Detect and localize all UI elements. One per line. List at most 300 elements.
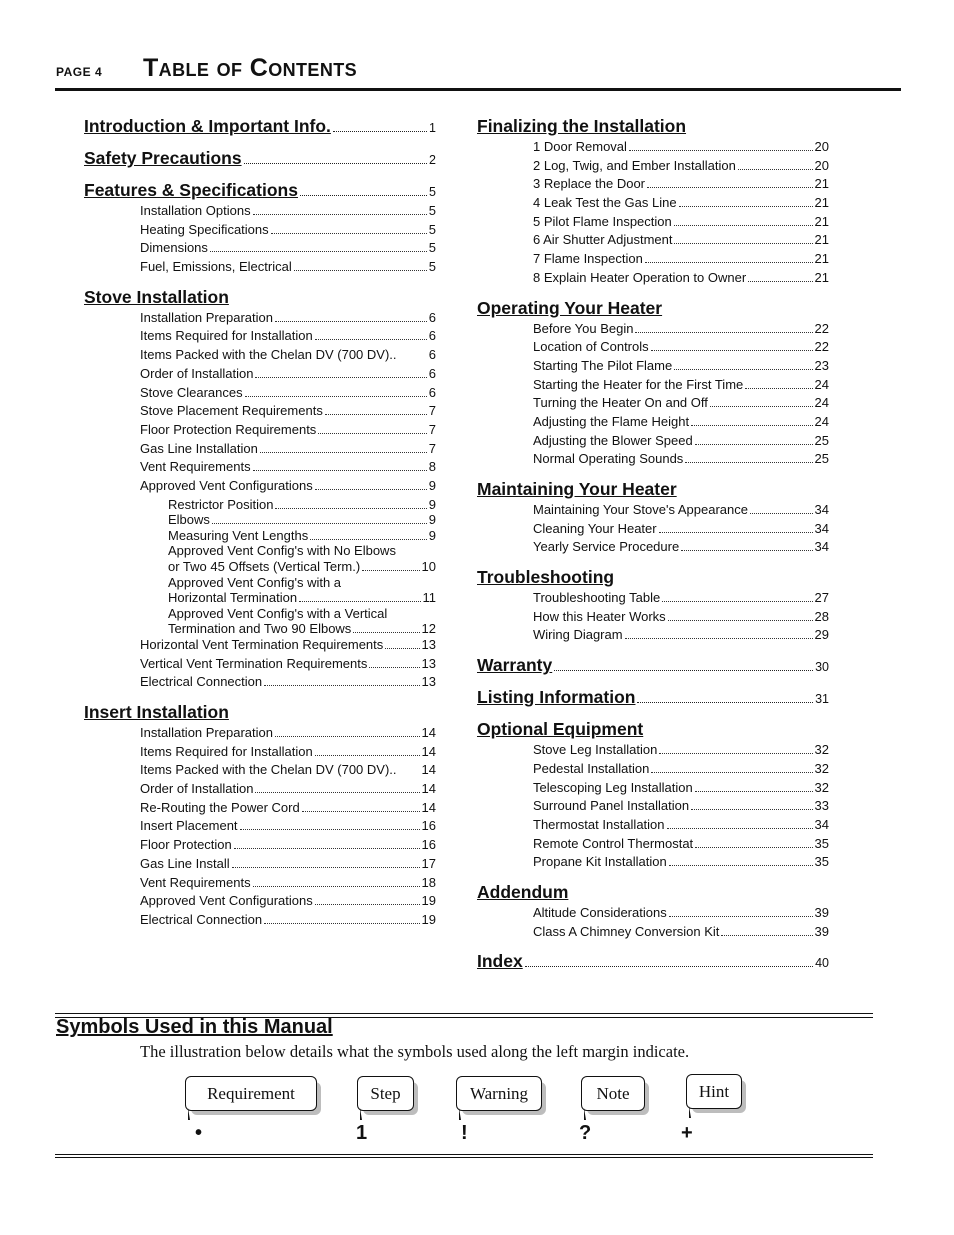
toc-page-number: 13 — [421, 655, 436, 671]
toc-page-number: 30 — [815, 660, 829, 675]
toc-entry[interactable] — [477, 742, 829, 761]
toc-section-title[interactable]: Maintaining Your Heater — [477, 479, 677, 499]
symbol-label: Note — [581, 1076, 645, 1111]
bubble-tail — [459, 1108, 471, 1120]
toc-entry-label: Approved Vent Configurations — [140, 477, 313, 493]
symbol-bubble — [686, 1074, 748, 1123]
dot-leader — [637, 702, 813, 703]
dot-leader — [325, 414, 427, 415]
divider — [55, 1157, 873, 1158]
bubble-tail — [689, 1106, 701, 1118]
toc-entry-label: 8 Explain Heater Operation to Owner — [533, 269, 747, 285]
toc-entry[interactable] — [477, 433, 829, 452]
divider — [55, 1154, 873, 1155]
dot-leader — [315, 904, 420, 905]
toc-section-heading[interactable] — [477, 719, 829, 742]
toc-entry-label: Items Packed with the Chelan DV (700 DV).. — [140, 762, 397, 778]
toc-entry-label: Items Required for Installation — [140, 743, 313, 759]
dot-leader — [369, 667, 419, 668]
toc-page-number: 13 — [421, 674, 436, 690]
toc-entry[interactable] — [84, 575, 436, 591]
toc-entry[interactable] — [84, 856, 436, 875]
toc-entry[interactable] — [84, 606, 436, 622]
toc-page-number: 5 — [429, 185, 436, 199]
toc-entry-label: Re-Routing the Power Cord — [140, 799, 300, 815]
dot-leader — [362, 570, 419, 571]
toc-entry[interactable] — [477, 414, 829, 433]
toc-page-number: 8 — [428, 459, 436, 475]
dot-leader — [668, 620, 813, 621]
dot-leader — [629, 150, 813, 151]
symbol-marker: ? — [579, 1122, 592, 1144]
toc-entry-label: Approved Vent Config's with No Elbows — [168, 543, 396, 559]
dot-leader — [264, 685, 419, 686]
toc-page-number: 11 — [422, 590, 436, 606]
toc-entry-label: Measuring Vent Lengths — [168, 527, 309, 543]
toc-entry-label: Floor Protection Requirements — [140, 421, 317, 437]
dot-leader — [353, 632, 419, 633]
toc-section — [477, 655, 829, 678]
dot-leader — [695, 791, 813, 792]
toc-section-title[interactable]: Introduction & Important Info. — [84, 116, 331, 136]
toc-page-number: 9 — [428, 512, 436, 528]
page-title: Table of Contents — [143, 54, 358, 82]
toc-entry-label: Troubleshooting Table — [533, 590, 661, 606]
toc-entry[interactable] — [477, 321, 829, 340]
toc-entry[interactable] — [477, 270, 829, 289]
toc-entry-label: Stove Clearances — [140, 384, 243, 400]
bubble-tail — [584, 1108, 596, 1120]
toc-page-number: 27 — [814, 590, 829, 606]
dot-leader — [695, 444, 813, 445]
dot-leader — [685, 462, 812, 463]
toc-page-number: 14 — [421, 743, 436, 759]
toc-section-title[interactable]: Warranty — [477, 655, 553, 676]
toc-section-heading[interactable] — [84, 116, 436, 139]
toc-page-number: 7 — [428, 421, 436, 437]
toc-page-number: 6 — [428, 328, 436, 344]
toc-entry[interactable] — [477, 176, 829, 195]
symbol-bubble — [456, 1076, 548, 1125]
toc-page-number: 7 — [428, 403, 436, 419]
symbols-title: Symbols Used in this Manual — [56, 1016, 333, 1038]
dot-leader — [738, 169, 813, 170]
toc-entry-label: Gas Line Install — [140, 855, 230, 871]
toc-entry[interactable] — [84, 762, 436, 781]
toc-entry[interactable] — [84, 528, 436, 544]
toc-entry[interactable] — [84, 559, 436, 575]
toc-page-number: 12 — [421, 621, 436, 637]
toc-entry[interactable] — [84, 203, 436, 222]
toc-page-number: 9 — [428, 477, 436, 493]
toc-entry[interactable] — [84, 403, 436, 422]
toc-entry-label: Adjusting the Blower Speed — [533, 432, 693, 448]
dot-leader — [750, 513, 813, 514]
toc-entry[interactable] — [477, 780, 829, 799]
toc-entry-label: Electrical Connection — [140, 911, 263, 927]
toc-entry[interactable] — [84, 422, 436, 441]
toc-section-title[interactable]: Insert Installation — [84, 702, 229, 723]
toc-page-number: 9 — [428, 496, 436, 512]
toc-page-number: 10 — [421, 559, 436, 574]
toc-entry[interactable] — [84, 674, 436, 693]
toc-section-title[interactable]: Safety Precautions — [84, 148, 242, 168]
toc-page-number: 40 — [815, 956, 829, 971]
toc-entry[interactable] — [84, 259, 436, 278]
toc-section-title[interactable]: Index — [477, 951, 523, 972]
toc-entry-label: Surround Panel Installation — [533, 798, 690, 814]
toc-page-number: 21 — [814, 269, 829, 285]
toc-entry-label: Location of Controls — [533, 339, 649, 355]
dot-leader — [674, 369, 812, 370]
toc-entry[interactable] — [84, 912, 436, 931]
toc-entry-label: Fuel, Emissions, Electrical — [140, 259, 292, 275]
toc-entry-label: Remote Control Thermostat — [533, 835, 694, 851]
toc-entry[interactable] — [84, 366, 436, 385]
toc-entry-label: Approved Vent Config's with a Vertical — [168, 605, 388, 621]
toc-section-title[interactable]: Operating Your Heater — [477, 297, 663, 318]
toc-entry-label: Horizontal Vent Termination Requirements — [140, 636, 384, 652]
toc-entry-label: Pedestal Installation — [533, 760, 650, 776]
toc-section-heading[interactable] — [477, 298, 829, 321]
toc-section — [84, 287, 436, 693]
toc-entry[interactable] — [84, 478, 436, 497]
toc-page-number: 24 — [814, 413, 829, 429]
toc-entry-label: Maintaining Your Stove's Appearance — [533, 502, 748, 517]
toc-entry[interactable] — [477, 395, 829, 414]
toc-entry-label: Approved Vent Config's with a — [168, 574, 342, 590]
toc-page-number: 21 — [814, 232, 829, 248]
dot-leader — [745, 388, 812, 389]
toc-entry[interactable] — [84, 385, 436, 404]
toc-entry[interactable] — [477, 158, 829, 177]
toc-section-title[interactable]: Listing Information — [477, 687, 636, 708]
toc-right-column — [477, 110, 829, 983]
toc-entry-label: 6 Air Shutter Adjustment — [533, 232, 673, 248]
page-header — [55, 52, 901, 91]
dot-leader — [385, 648, 419, 649]
toc-page-number: 28 — [814, 608, 829, 624]
toc-entry[interactable] — [84, 725, 436, 744]
dot-leader — [240, 829, 420, 830]
toc-entry[interactable] — [84, 459, 436, 478]
toc-page-number: 32 — [814, 779, 829, 795]
toc-entry-label: Wiring Diagram — [533, 627, 623, 643]
toc-section-heading[interactable] — [477, 687, 829, 710]
toc-section-title[interactable]: Stove Installation — [84, 286, 229, 307]
toc-entry-label: Adjusting the Flame Height — [533, 413, 690, 429]
toc-entry[interactable] — [84, 837, 436, 856]
toc-entry-label: Turning the Heater On and Off — [533, 395, 708, 411]
toc-entry[interactable] — [84, 800, 436, 819]
toc-section-title[interactable]: Addendum — [477, 881, 569, 902]
toc-entry-label: Normal Operating Sounds — [533, 451, 684, 467]
toc-entry-label: Telescoping Leg Installation — [533, 779, 693, 795]
toc-entry-label: 4 Leak Test the Gas Line — [533, 195, 677, 211]
toc-entry[interactable] — [477, 627, 829, 646]
dot-leader — [525, 966, 813, 967]
dot-leader — [721, 935, 812, 936]
dot-leader — [264, 923, 419, 924]
dot-leader — [659, 753, 812, 754]
toc-entry-label: Items Required for Installation — [140, 328, 313, 344]
dot-leader — [659, 532, 813, 533]
toc-section-heading[interactable] — [477, 951, 829, 974]
toc-page-number: 21 — [814, 195, 829, 211]
dot-leader — [271, 233, 427, 234]
toc-entry[interactable] — [477, 836, 829, 855]
toc-entry[interactable] — [84, 497, 436, 513]
dot-leader — [253, 214, 427, 215]
toc-entry-label: Electrical Connection — [140, 674, 263, 690]
dot-leader — [275, 321, 427, 322]
toc-entry-label: 1 Door Removal — [533, 139, 627, 154]
toc-page-number: 33 — [814, 798, 829, 814]
toc-entry[interactable] — [477, 377, 829, 396]
toc-page-number: 39 — [814, 923, 829, 939]
toc-section-title[interactable]: Features & Specifications — [84, 180, 298, 200]
toc-page-number: 6 — [428, 365, 436, 381]
toc-entry[interactable] — [477, 905, 829, 924]
toc-page-number: 31 — [815, 692, 829, 707]
toc-section — [477, 951, 829, 974]
toc-section — [477, 298, 829, 471]
toc-entry[interactable] — [84, 818, 436, 837]
toc-entry[interactable] — [477, 358, 829, 377]
toc-entry-label: Starting the Heater for the First Time — [533, 376, 744, 392]
toc-entry[interactable] — [84, 328, 436, 347]
toc-entry[interactable] — [477, 195, 829, 214]
toc-page-number: 34 — [814, 816, 829, 832]
toc-entry-label: Vent Requirements — [140, 459, 251, 475]
symbol-marker: + — [681, 1122, 693, 1144]
toc-entry-label: Order of Installation — [140, 781, 254, 797]
toc-section — [477, 719, 829, 873]
dot-leader — [662, 601, 812, 602]
toc-page-number: 29 — [814, 627, 829, 643]
toc-section — [84, 702, 436, 931]
toc-entry[interactable] — [84, 893, 436, 912]
toc-page-number: 5 — [428, 259, 436, 275]
toc-page-number: 6 — [428, 384, 436, 400]
toc-entry-label: Termination and Two 90 Elbows — [168, 621, 352, 637]
toc-section-heading[interactable] — [477, 655, 829, 678]
toc-section-heading[interactable] — [477, 567, 829, 590]
toc-entry-label: Altitude Considerations — [533, 904, 667, 920]
toc-entry[interactable] — [84, 543, 436, 559]
toc-entry-label: Order of Installation — [140, 365, 254, 381]
toc-entry-label: Restrictor Position — [168, 496, 274, 512]
dot-leader — [669, 865, 813, 866]
dot-leader — [651, 772, 812, 773]
toc-entry-label: Installation Options — [140, 203, 251, 218]
toc-section-heading[interactable] — [84, 148, 436, 171]
toc-entry[interactable] — [84, 512, 436, 528]
toc-entry-label: Stove Placement Requirements — [140, 403, 323, 419]
dot-leader — [300, 195, 427, 196]
toc-entry[interactable] — [84, 781, 436, 800]
dot-leader — [645, 262, 813, 263]
toc-entry[interactable] — [477, 924, 829, 943]
toc-page-number: 19 — [421, 911, 436, 927]
toc-entry[interactable] — [84, 637, 436, 656]
toc-entry-label: Horizontal Termination — [168, 590, 298, 606]
toc-entry-label: How this Heater Works — [533, 608, 666, 624]
toc-entry-label: Installation Preparation — [140, 725, 273, 741]
toc-page-number: 5 — [428, 203, 436, 218]
toc-entry[interactable] — [477, 854, 829, 873]
toc-page-number: 34 — [814, 502, 829, 517]
toc-entry[interactable] — [84, 744, 436, 763]
toc-section — [84, 116, 436, 139]
toc-entry[interactable] — [477, 609, 829, 628]
toc-entry[interactable] — [84, 240, 436, 259]
dot-leader — [667, 828, 813, 829]
toc-section-heading[interactable] — [477, 479, 829, 502]
toc-page-number: 1 — [429, 121, 436, 135]
toc-entry[interactable] — [477, 817, 829, 836]
dot-leader — [554, 670, 813, 671]
toc-entry-label: Approved Vent Configurations — [140, 893, 313, 909]
toc-section — [477, 479, 829, 558]
bubble-tail — [188, 1108, 200, 1120]
toc-page-number: 35 — [814, 835, 829, 851]
toc-page-number: 14 — [421, 725, 436, 741]
dot-leader — [315, 755, 420, 756]
toc-entry-label: Floor Protection — [140, 837, 232, 853]
dot-leader — [315, 339, 427, 340]
dot-leader — [635, 332, 812, 333]
dot-leader — [212, 523, 427, 524]
toc-page-number: 21 — [814, 251, 829, 267]
toc-page-number: 14 — [421, 781, 436, 797]
dot-leader — [245, 396, 427, 397]
toc-page-number: 22 — [814, 339, 829, 355]
toc-page-number: 14 — [421, 799, 436, 815]
toc-page-number: 20 — [814, 139, 829, 154]
toc-entry[interactable] — [477, 502, 829, 521]
toc-entry[interactable] — [84, 441, 436, 460]
toc-page-number: 19 — [421, 893, 436, 909]
toc-entry-label: Items Packed with the Chelan DV (700 DV).. — [140, 347, 397, 363]
toc-entry-label: Insert Placement — [140, 818, 238, 834]
toc-entry[interactable] — [477, 590, 829, 609]
toc-entry-label: Thermostat Installation — [533, 816, 665, 832]
dot-leader — [275, 508, 426, 509]
toc-page-number: 32 — [814, 742, 829, 758]
symbol-bubble — [581, 1076, 651, 1125]
toc-entry[interactable] — [477, 251, 829, 270]
toc-section-heading[interactable] — [477, 882, 829, 905]
toc-entry-label: Elbows — [168, 512, 210, 528]
toc-section-heading[interactable] — [84, 287, 436, 310]
dot-leader — [234, 848, 420, 849]
toc-entry[interactable] — [477, 339, 829, 358]
toc-entry[interactable] — [84, 590, 436, 606]
dot-leader — [691, 809, 812, 810]
toc-section — [84, 180, 436, 278]
toc-entry[interactable] — [84, 656, 436, 675]
toc-section-heading[interactable] — [84, 180, 436, 203]
dot-leader — [255, 377, 426, 378]
toc-section-title[interactable]: Optional Equipment — [477, 719, 644, 740]
toc-entry-label: Yearly Service Procedure — [533, 539, 680, 555]
toc-section-title[interactable]: Troubleshooting — [477, 567, 615, 588]
toc-page-number: 24 — [814, 376, 829, 392]
toc-entry[interactable] — [84, 347, 436, 366]
dot-leader — [681, 550, 812, 551]
toc-entry[interactable] — [477, 798, 829, 817]
toc-page-number: 16 — [421, 837, 436, 853]
toc-entry-label: Heating Specifications — [140, 221, 269, 237]
toc-page-number: 20 — [814, 157, 829, 173]
dot-leader — [299, 601, 420, 602]
toc-page-number: 34 — [814, 539, 829, 555]
toc-entry-label: or Two 45 Offsets (Vertical Term.) — [168, 559, 361, 574]
toc-page-number: 13 — [421, 636, 436, 652]
toc-entry[interactable] — [477, 139, 829, 158]
dot-leader — [674, 243, 812, 244]
dot-leader — [748, 281, 812, 282]
toc-page-number: 34 — [814, 520, 829, 536]
toc-entry-label: Dimensions — [140, 240, 208, 256]
dot-leader — [210, 251, 427, 252]
dot-leader — [674, 225, 813, 226]
toc-entry[interactable] — [477, 761, 829, 780]
toc-entry[interactable] — [84, 875, 436, 894]
dot-leader — [333, 131, 427, 132]
toc-entry-label: Installation Preparation — [140, 309, 273, 325]
toc-entry[interactable] — [477, 521, 829, 540]
toc-entry[interactable] — [477, 451, 829, 470]
toc-entry[interactable] — [84, 222, 436, 241]
toc-page-number: 18 — [421, 874, 436, 890]
toc-page-number: 2 — [429, 153, 436, 167]
dot-leader — [318, 433, 426, 434]
toc-entry-label: Stove Leg Installation — [533, 742, 658, 758]
toc-page-number: 25 — [814, 432, 829, 448]
symbol-label: Warning — [456, 1076, 542, 1111]
toc-entry[interactable] — [84, 621, 436, 637]
dot-leader — [691, 425, 812, 426]
dot-leader — [275, 736, 420, 737]
toc-page-number: 5 — [428, 240, 436, 256]
toc-entry[interactable] — [477, 232, 829, 251]
toc-entry[interactable] — [84, 310, 436, 329]
toc-page-number: 7 — [428, 440, 436, 456]
toc-page-number: 23 — [814, 357, 829, 373]
toc-entry[interactable] — [477, 539, 829, 558]
symbol-label: Hint — [686, 1074, 742, 1109]
dot-leader — [294, 270, 427, 271]
symbol-label: Requirement — [185, 1076, 317, 1111]
toc-section — [477, 567, 829, 646]
toc-page-number: 5 — [428, 221, 436, 237]
toc-entry[interactable] — [477, 214, 829, 233]
dot-leader — [302, 811, 420, 812]
symbol-marker: 1 — [356, 1122, 368, 1144]
toc-section-heading[interactable] — [84, 702, 436, 725]
toc-page-number: 6 — [428, 347, 436, 363]
toc-section-heading[interactable] — [477, 116, 829, 139]
toc-section — [477, 687, 829, 710]
dot-leader — [315, 489, 427, 490]
toc-entry-label: Vent Requirements — [140, 874, 251, 890]
symbol-label: Step — [357, 1076, 414, 1111]
toc-left-column — [84, 110, 436, 940]
symbols-description: The illustration below details what the symbols used along the left margin indicate. — [140, 1042, 690, 1061]
toc-section-title[interactable]: Finalizing the Installation — [477, 116, 687, 136]
